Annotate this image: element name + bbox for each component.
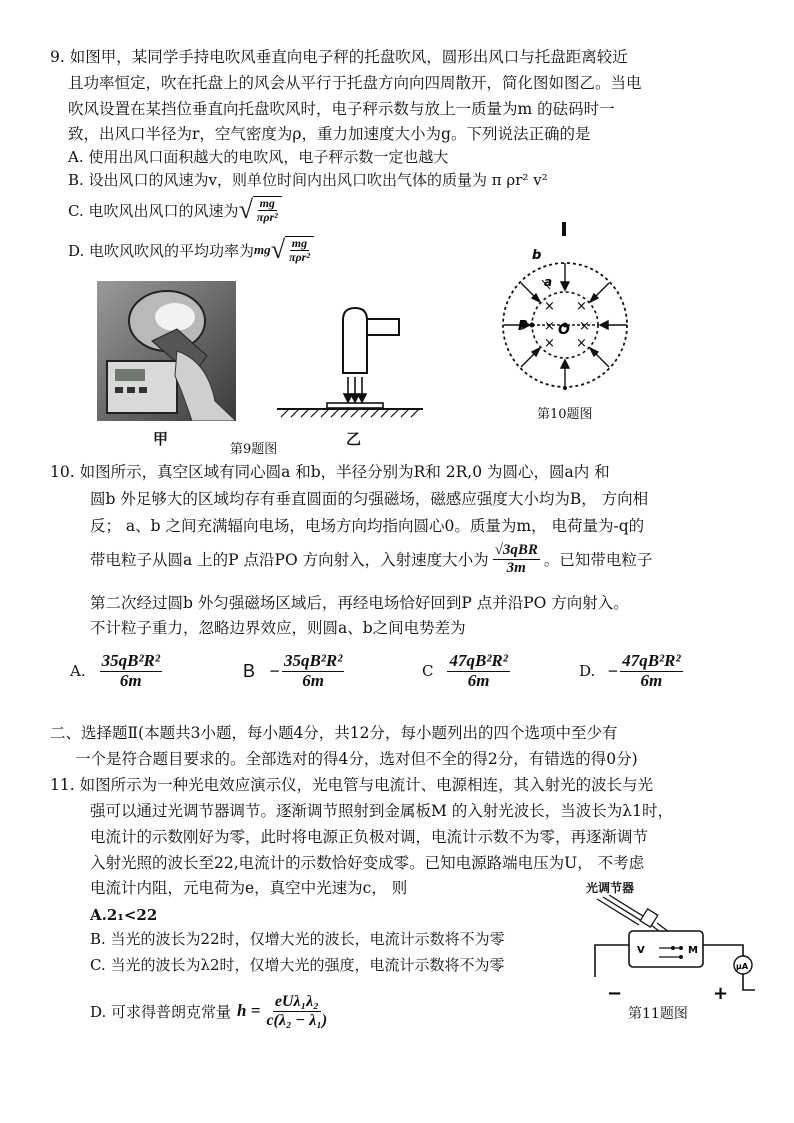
q11-stem-line-4: 入射光照的波长至22,电流计的示数恰好变成零。已知电源路端电压为U， 不考虑 (90, 854, 645, 872)
q10-line-3: 反； a、b 之间充满辐向电场，电场方向均指向圆心0。质量为m， 电荷量为-q的 (90, 517, 645, 535)
q10-line-1: 10. 如图所示，真空区域有同心圆a 和b，半径分别为R和 2R,0 为圆心，圆a内 和 (50, 463, 610, 481)
q9-option-b: B. 设出风口的风速为v，则单位时间内出风口吹出气体的质量为 π ρr² v² (68, 171, 548, 189)
q11-label-m: M (688, 945, 698, 956)
q9-label-yi: 乙 (346, 430, 362, 448)
q10-line-6: 不计粒子重力，忽略边界效应，则圆a、b之间电势差为 (90, 619, 466, 637)
q9-option-d-formula: √ $\frac{mg}{\text{πρr²}}$ (271, 236, 314, 264)
q10-cross-1: × (544, 299, 555, 314)
section-2-header-line-2: 一个是符合题目要求的。全部选对的得4分，选对但不全的得2分，有错选的得0分) (75, 750, 638, 768)
q9-stem-line-3: 吹风设置在某挡位垂直向托盘吹风时，电子秤示数与放上一质量为m 的砝码时一 (68, 100, 615, 118)
q10-cross-4: × (579, 319, 590, 334)
q11-option-d: D. 可求得普朗克常量 h = $\frac{\text{eUλ₁λ₂}}{\text{c(λ₂ − λ₁)}}$ (90, 993, 328, 1029)
q11-figure-title: 光调节器 (586, 881, 635, 895)
q10-option-b: B − $\frac{\text{35qB²R²}}{6m}$ (243, 651, 343, 690)
q11-option-b: B. 当光的波长为22时，仅增大光的波长，电流计示数将不为零 (90, 930, 505, 948)
q11-figure-circuit (585, 895, 765, 1005)
q11-option-a: A.2₁<22 (90, 906, 158, 924)
q10-cross-5: × (544, 336, 555, 351)
q10-option-c: C $\frac{\text{47qB²R²}}{6m}$ (422, 651, 508, 690)
q11-stem-line-3: 电流计的示数刚好为零，此时将电源正负极对调，电流计示数不为零，再逐渐调节 (90, 828, 649, 846)
q9-option-a: A. 使用出风口面积越大的电吹风，电子秤示数一定也越大 (68, 148, 449, 166)
q9-option-c-formula: √ $\frac{mg}{\text{πρr²}}$ (238, 196, 281, 224)
q11-meter-label: μA (736, 962, 749, 971)
q9-label-jia: 甲 (153, 430, 169, 448)
q10-label-a: a (544, 275, 553, 289)
q10-line-2: 圆b 外足够大的区域均存有垂直圆面的匀强磁场，磁感应强度大小均为B， 方向相 (90, 490, 649, 508)
q9-stem-line-2: 且功率恒定，吹在托盘上的风会从平行于托盘方向向四周散开，简化图如图乙。当电 (68, 74, 642, 92)
q11-caption: 第11题图 (628, 1006, 688, 1022)
q9-option-d: D. 电吹风吹风的平均功率为 mg √ $\frac{mg}{\text{πρr²}}$ (68, 236, 314, 264)
q10-label-p: P (518, 319, 528, 334)
q11-label-v: V (637, 945, 645, 956)
q10-line-4: 带电粒子从圆a 上的P 点沿PO 方向射入，入射速度大小为 $\frac{\text{√3qBR}}{3m}$ 。已知带电粒子 (90, 542, 653, 576)
q11-planck-formula: $\frac{\text{eUλ₁λ₂}}{\text{c(λ₂ − λ₁)}}$ (266, 993, 328, 1029)
q10-cross-3: × (544, 319, 555, 334)
q9-stem-line-4: 致，出风口半径为r，空气密度为ρ，重力加速度大小为g。下列说法正确的是 (68, 125, 591, 143)
q9-figure-yi-diagram (275, 305, 425, 427)
q11-minus-terminal: − (607, 983, 623, 1004)
q11-stem-line-5: 电流计内阻，元电荷为e，真空中光速为c， 则 (90, 879, 408, 897)
q11-stem-line-1: 11. 如图所示为一种光电效应演示仪，光电管与电流计、电源相连，其入射光的波长与光 (50, 776, 654, 794)
q10-figure-caption: 第10题图 (537, 407, 593, 422)
q9-figure-jia-photo (97, 281, 236, 421)
section-2-header-line-1: 二、选择题Ⅱ(本题共3小题，每小题4分，共12分，每小题列出的四个选项中至少有 (50, 724, 618, 742)
q10-figure-circles (498, 222, 633, 400)
q10-option-d: D. − $\frac{\text{47qB²R²}}{6m}$ (579, 651, 681, 690)
q9-option-c: C. 电吹风出风口的风速为 √ $\frac{mg}{\text{πρr²}}$ (68, 196, 282, 224)
q10-line-5: 第二次经过圆b 外匀强磁场区域后，再经电场恰好回到P 点并沿PO 方向射入。 (90, 594, 629, 612)
q11-plus-terminal: + (713, 983, 729, 1004)
q10-cross-2: × (576, 299, 587, 314)
q10-option-a: A. $\frac{\text{35qB²R²}}{6m}$ (70, 651, 160, 690)
q10-cross-6: × (576, 336, 587, 351)
q9-caption: 第9题图 (230, 442, 278, 457)
q9-stem-line-1: 9. 如图甲，某同学手持电吹风垂直向电子秤的托盘吹风，圆形出风口与托盘距离较近 (50, 48, 628, 66)
q10-velocity-formula: $\frac{\text{√3qBR}}{3m}$ (494, 542, 538, 576)
q10-label-b: b (532, 248, 542, 263)
q10-label-o: O (558, 322, 570, 338)
q11-option-c: C. 当光的波长为λ2时，仅增大光的强度，电流计示数将不为零 (90, 956, 505, 974)
q11-stem-line-2: 强可以通过光调节器调节。逐渐调节照射到金属板M 的入射光波长，当波长为λ1时， (90, 802, 673, 820)
